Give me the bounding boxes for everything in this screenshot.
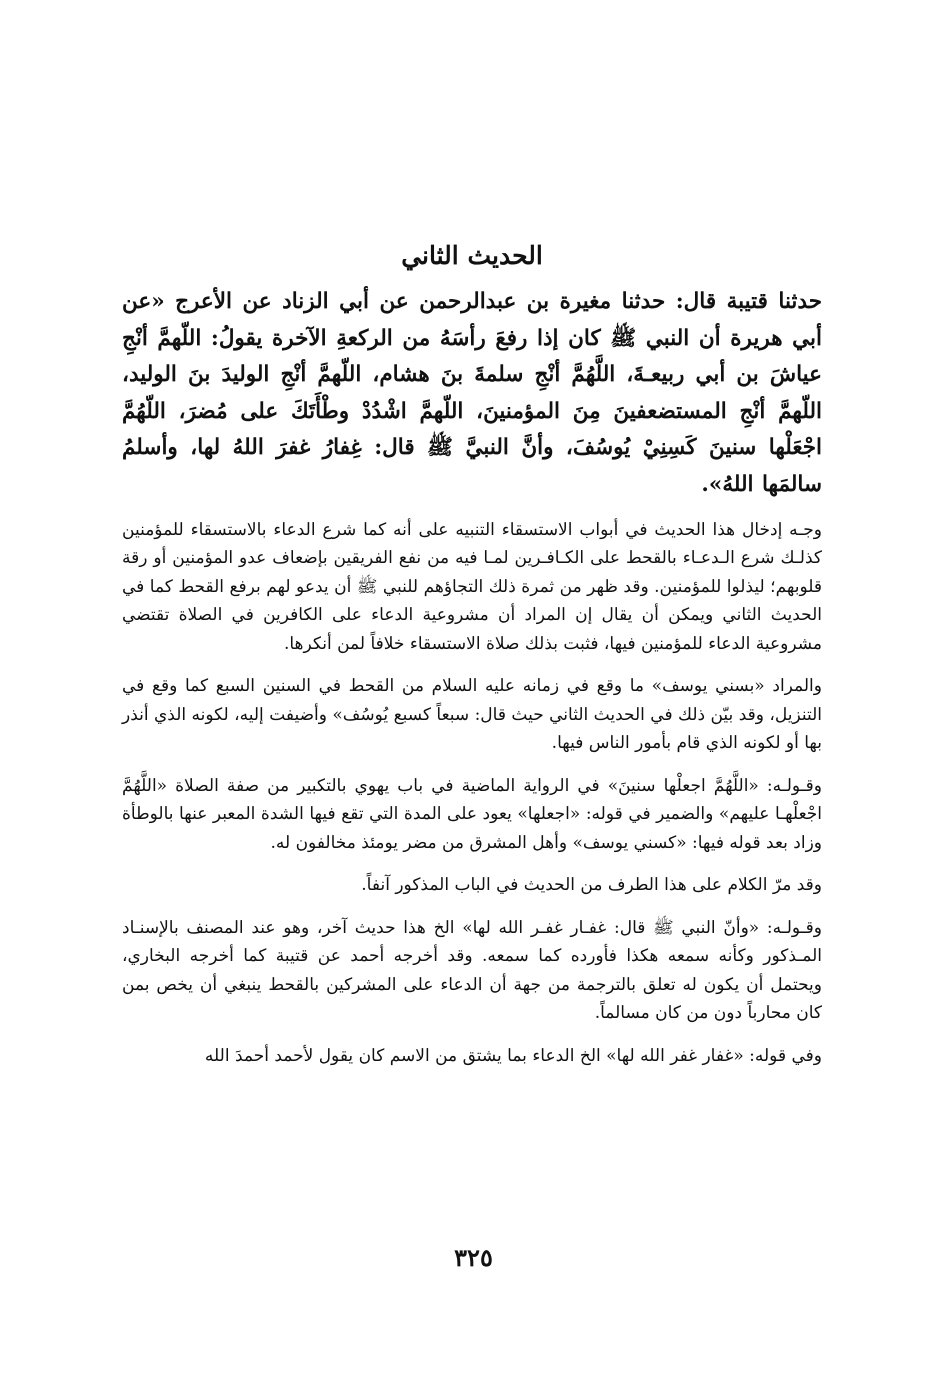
commentary-paragraph-5: وقـولـه: «وأنّ النبي ﷺ قال: غفـار غفـر الله لها» الخ هذا حديث آخر، وهو عند المصنف بالإسنـاد المـذكور وكأنه سمعه هكذا فأورده كما سمعه. وقد أخرجه أحمد عن قتيبة كما أخرجه البخاري، ويحتمل أن يكون له تعلق بالترجمة من جهة أن الدعاء على المشركين بالقحط ينبغي أن يخص بمن كان محارباً دون من كان مسالماً.	[122, 917, 822, 1024]
commentary-paragraph-6: وفي قوله: «غفار غفر الله لها» الخ الدعاء بما يشتق من الاسم كان يقول لأحمد أحمدَ الله	[204, 1045, 822, 1066]
commentary-paragraph-4: وقد مرّ الكلام على هذا الطرف من الحديث في الباب المذكور آنفاً.	[361, 875, 822, 896]
commentary-paragraph-3: وقـولـه: «اللَّهُمَّ اجعلْها سنينَ» في الرواية الماضية في باب يهوي بالتكبير من صفة الصلاة «اللَّهُمَّ اجْعلْهـا عليهم» والضمير في قوله: «اجعلها» يعود على المدة التي تقع فيها الشدة المعبر عنها بالوطأة وزاد بعد قوله فيها: «كسني يوسف» وأهل المشرق من مضر يومئذ مخالفون له.	[122, 775, 822, 853]
page-number: ٣٢٥	[454, 1243, 493, 1272]
hadith-text: حدثنا قتيبة قال: حدثنا مغيرة بن عبدالرحمن عن أبي الزناد عن الأعرج «عن أبي هريرة أن النبي ﷺ كان إذا رفعَ رأسَهُ من الركعةِ الآخرة يقولُ: اللّهمَّ أنْجِ عياشَ بن أبي ربيعـةَ، اللَّهُمَّ أنْجِ سلمةَ بنَ هشام، اللّهمَّ أنْجِ الوليدَ بنَ الوليد، اللّهمَّ أنْجِ المستضعفينَ مِنَ المؤمنينَ، اللّهمَّ اشْدُدْ وطْأَتَكَ على مُضرَ، اللّهُمَّ اجْعَلْها سنينَ كَسِنِيْ يُوسُفَ، وأنَّ النبيَّ ﷺ قال: غِفارُ غفرَ اللهُ لها، وأسلمُ سالمَها اللهُ».	[122, 289, 822, 497]
section-heading: الحديث الثاني	[401, 241, 543, 270]
commentary-paragraph-2: والمراد «بسني يوسف» ما وقع في زمانه عليه السلام من القحط في السنين السبع كما وقع في التنزيل، وقد بيّن ذلك في الحديث الثاني حيث قال: سبعاً كسبع يُوسُف» وأضيفت إليه، لكونه الذي أنذر بها أو لكونه الذي قام بأمور الناس فيها.	[122, 676, 822, 754]
page-body	[122, 236, 822, 1084]
commentary-paragraph-1: وجـه إدخال هذا الحديث في أبواب الاستسقاء التنبيه على أنه كما شرع الدعاء بالاستسقاء للمؤمنين كذلـك شرع الـدعـاء بالقحط على الكـافـرين لمـا فيه من نفع الفريقين بإضعاف عدو المؤمنين أو رقة قلوبهم؛ ليذلوا للمؤمنين. وقد ظهر من ثمرة ذلك التجاؤهم للنبي ﷺ أن يدعو لهم برفع القحط كما في الحديث الثاني ويمكن أن يقال إن المراد أن مشروعية الدعاء على الكافرين في الصلاة تقتضي مشروعية الدعاء للمؤمنين فيها، فثبت بذلك صلاة الاستسقاء خلافاً لمن أنكرها.	[122, 519, 822, 654]
